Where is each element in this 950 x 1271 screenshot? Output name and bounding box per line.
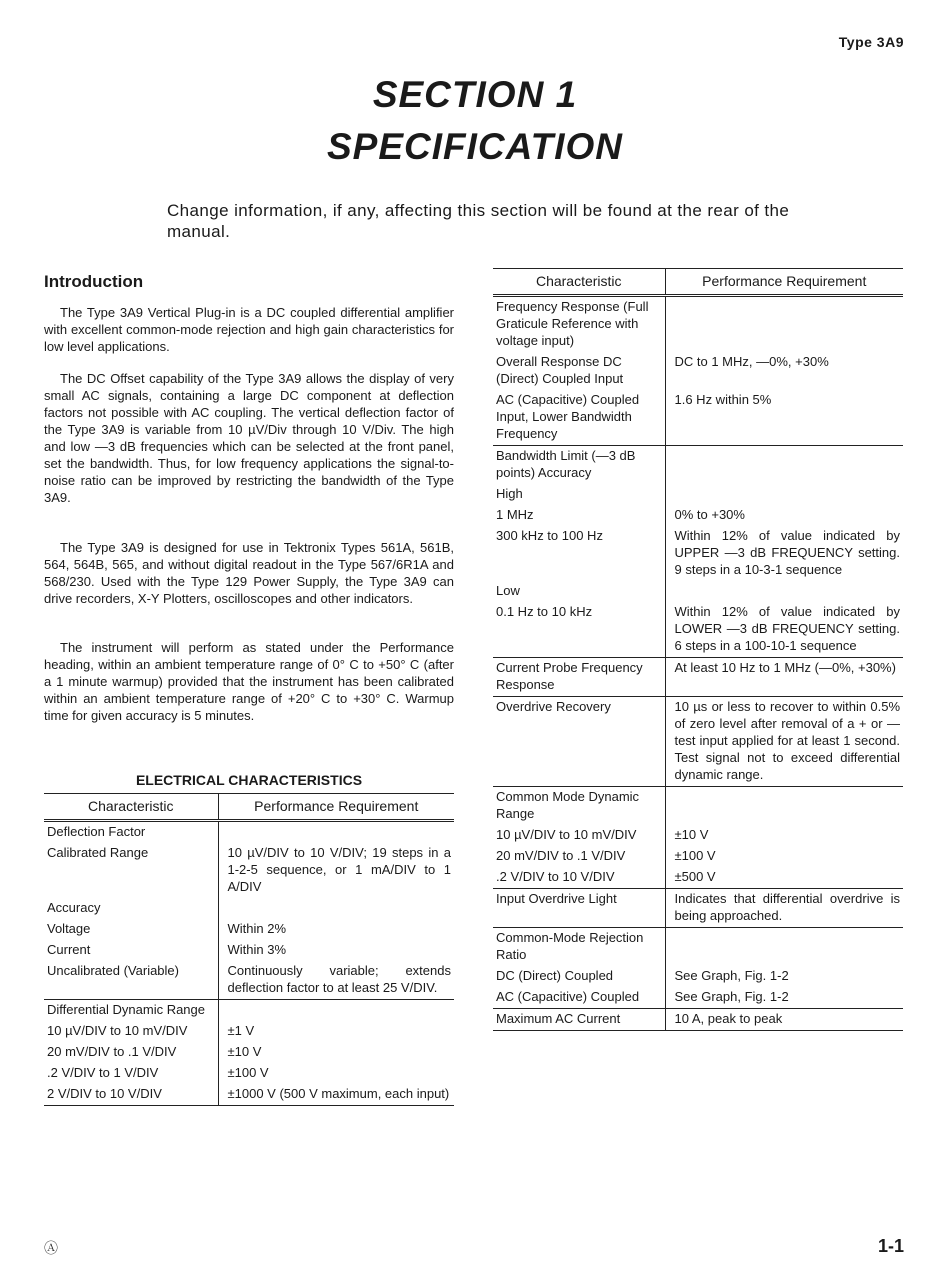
performance-cell: 10 A, peak to peak xyxy=(665,1009,903,1031)
characteristic-cell: 20 mV/DIV to .1 V/DIV xyxy=(493,846,665,867)
table-row xyxy=(493,928,903,967)
performance-cell: 1.6 Hz within 5% xyxy=(674,392,772,407)
characteristic-cell: .2 V/DIV to 10 V/DIV xyxy=(493,867,665,889)
electrical-table-body xyxy=(44,821,454,1106)
characteristic-cell: Accuracy xyxy=(44,898,218,919)
table-row xyxy=(493,526,903,581)
characteristic-cell: Uncalibrated (Variable) xyxy=(44,961,218,1000)
section-title: SPECIFICATION xyxy=(327,126,623,167)
characteristic-cell: Maximum AC Current xyxy=(493,1009,665,1031)
characteristic-cell: Frequency Response (Full Graticule Reference with voltage input) xyxy=(493,296,665,353)
column-header-characteristic: Characteristic xyxy=(493,269,665,296)
header-type-label: Type 3A9 xyxy=(838,34,904,50)
table-row xyxy=(493,352,903,390)
performance-cell: ±10 V xyxy=(674,827,709,842)
performance-cell: Indicates that differential overdrive is being approached. xyxy=(665,889,903,928)
table-row xyxy=(493,825,903,846)
table-row xyxy=(493,867,903,889)
performance-cell xyxy=(218,821,454,844)
table-row xyxy=(493,987,903,1009)
intro-paragraph: The DC Offset capability of the Type 3A9 allows the display of very small AC signals, containing a large DC component at deflection factors not possible with AC coupling. The vertical deflection factor of the Type 3A9 is variable from 10 µV/Div through 10 V/Div. The high and low —3 dB frequencies which can be selected at the front panel, set the bandwidth. Thus, for low frequency applications the signal-to-noise ratio can be improved by restricting the bandwidth of the Type 3A9. xyxy=(44,371,454,505)
performance-cell xyxy=(665,581,903,602)
table-row xyxy=(44,843,454,898)
column-header-performance: Performance Requirement xyxy=(218,794,454,821)
performance-cell xyxy=(665,787,903,826)
characteristic-cell: Common Mode Dynamic Range xyxy=(493,787,665,826)
table-row xyxy=(44,1063,454,1084)
performance-cell: See Graph, Fig. 1-2 xyxy=(674,968,789,983)
table-row xyxy=(44,940,454,961)
table-row xyxy=(44,1021,454,1042)
electrical-characteristics-table xyxy=(44,793,454,1106)
performance-cell: 10 µs or less to recover to within 0.5% of zero level after removal of a + or — test input applied for at least 1 second. Test signal not to exceed differential dynamic range. xyxy=(665,697,903,787)
characteristic-cell: Overdrive Recovery xyxy=(493,697,665,787)
table-row xyxy=(493,296,903,353)
intro-paragraph: The Type 3A9 is designed for use in Tektronix Types 561A, 561B, 564, 564B, 565, and without digital readout in the Type 567/6R1A and 568/230. Used with the Type 129 Power Supply, the Type 3A9 can drive recorders, X-Y Plotters, oscilloscopes and other indicators. xyxy=(44,540,454,606)
page-number: 1-1 xyxy=(877,1236,904,1256)
table-row xyxy=(44,1042,454,1063)
performance-cell: ±500 V xyxy=(674,869,716,884)
characteristic-cell: 10 µV/DIV to 10 mV/DIV xyxy=(44,1021,218,1042)
performance-cell: Within 12% of value indicated by LOWER —3 dB FREQUENCY setting. 6 steps in a 100-10-1 sequence xyxy=(674,604,900,653)
table-row xyxy=(493,966,903,987)
continued-characteristics-table xyxy=(493,268,903,1031)
section-number: SECTION 1 xyxy=(372,74,578,115)
performance-cell: 0% to +30% xyxy=(674,507,745,522)
table-row xyxy=(493,446,903,485)
characteristic-cell: 10 µV/DIV to 10 mV/DIV xyxy=(493,825,665,846)
characteristic-cell: Input Overdrive Light xyxy=(493,889,665,928)
characteristic-cell: Bandwidth Limit (—3 dB points) Accuracy xyxy=(493,446,665,485)
table-row xyxy=(44,1000,454,1022)
table-row xyxy=(493,658,903,697)
table-row xyxy=(44,1084,454,1106)
characteristic-cell: Current Probe Frequency Response xyxy=(493,658,665,697)
intro-heading: Introduction xyxy=(44,272,144,291)
intro-paragraph: The Type 3A9 Vertical Plug-in is a DC coupled differential amplifier with excellent common-mode rejection and high gain characteristics for low level applications. xyxy=(44,305,454,354)
table-row xyxy=(493,787,903,826)
performance-cell xyxy=(665,446,903,485)
characteristic-cell: 20 mV/DIV to .1 V/DIV xyxy=(44,1042,218,1063)
table-row xyxy=(493,889,903,928)
continued-table-body xyxy=(493,296,903,1031)
characteristic-cell: 1 MHz xyxy=(493,505,665,526)
performance-cell: ±10 V xyxy=(227,1044,262,1059)
performance-cell: ±100 V xyxy=(227,1065,269,1080)
table-row xyxy=(44,919,454,940)
characteristic-cell: Differential Dynamic Range xyxy=(44,1000,218,1022)
table-row xyxy=(44,898,454,919)
table-row xyxy=(44,961,454,1000)
characteristic-cell: Calibrated Range xyxy=(44,843,218,898)
characteristic-cell: Current xyxy=(44,940,218,961)
table-row xyxy=(493,581,903,602)
table-row xyxy=(493,505,903,526)
characteristic-cell: Common-Mode Rejection Ratio xyxy=(493,928,665,967)
footer-mark: Ⓐ xyxy=(44,1240,58,1256)
performance-cell: See Graph, Fig. 1-2 xyxy=(674,989,789,1004)
characteristic-cell: High xyxy=(493,484,665,505)
performance-cell: ±1 V xyxy=(227,1023,255,1038)
column-header-performance: Performance Requirement xyxy=(665,269,903,296)
characteristic-cell: 300 kHz to 100 Hz xyxy=(493,526,665,581)
performance-cell: Within 3% xyxy=(227,942,287,957)
characteristic-cell: .2 V/DIV to 1 V/DIV xyxy=(44,1063,218,1084)
table-row xyxy=(493,484,903,505)
table-row xyxy=(493,602,903,658)
performance-cell: DC to 1 MHz, —0%, +30% xyxy=(674,354,829,369)
performance-cell: Within 2% xyxy=(227,921,287,936)
characteristic-cell: Overall Response DC (Direct) Coupled Input xyxy=(493,352,665,390)
characteristic-cell: 2 V/DIV to 10 V/DIV xyxy=(44,1084,218,1106)
performance-cell xyxy=(665,296,903,353)
table-row xyxy=(493,390,903,446)
characteristic-cell: 0.1 Hz to 10 kHz xyxy=(493,602,665,658)
intro-paragraph: The instrument will perform as stated under the Performance heading, within an ambient temperature range of 0° C to +50° C (after a 1 minute warmup) provided that the instrument has been calibrated within an ambient temperature range of +20° C to +30° C. Warmup time for given accuracy is 5 minutes. xyxy=(44,640,454,723)
performance-cell: ±100 V xyxy=(674,848,716,863)
performance-cell xyxy=(665,484,903,505)
performance-cell: Continuously variable; extends deflection factor to at least 25 V/DIV. xyxy=(227,963,451,995)
characteristic-cell: Low xyxy=(493,581,665,602)
change-note: Change information, if any, affecting this section will be found at the rear of the manual. xyxy=(167,201,790,241)
table-row xyxy=(493,1009,903,1031)
column-header-characteristic: Characteristic xyxy=(44,794,218,821)
performance-cell: At least 10 Hz to 1 MHz (—0%, +30%) xyxy=(665,658,903,697)
performance-cell: ±1000 V (500 V maximum, each input) xyxy=(227,1086,450,1101)
characteristic-cell: AC (Capacitive) Coupled xyxy=(493,987,665,1009)
characteristic-cell: DC (Direct) Coupled xyxy=(493,966,665,987)
performance-cell: Within 12% of value indicated by UPPER —3 dB FREQUENCY setting. 9 steps in a 10-3-1 sequence xyxy=(674,528,900,577)
table-row xyxy=(493,697,903,787)
characteristic-cell: Voltage xyxy=(44,919,218,940)
characteristic-cell: AC (Capacitive) Coupled Input, Lower Bandwidth Frequency xyxy=(493,390,665,446)
performance-cell xyxy=(218,1000,454,1022)
table-row xyxy=(493,846,903,867)
performance-cell: 10 µV/DIV to 10 V/DIV; 19 steps in a 1-2-5 sequence, or 1 mA/DIV to 1 A/DIV xyxy=(227,845,451,894)
performance-cell xyxy=(665,928,903,967)
characteristic-cell: Deflection Factor xyxy=(44,821,218,844)
electrical-characteristics-title: ELECTRICAL CHARACTERISTICS xyxy=(135,772,363,788)
table-row xyxy=(44,821,454,844)
performance-cell xyxy=(218,898,454,919)
